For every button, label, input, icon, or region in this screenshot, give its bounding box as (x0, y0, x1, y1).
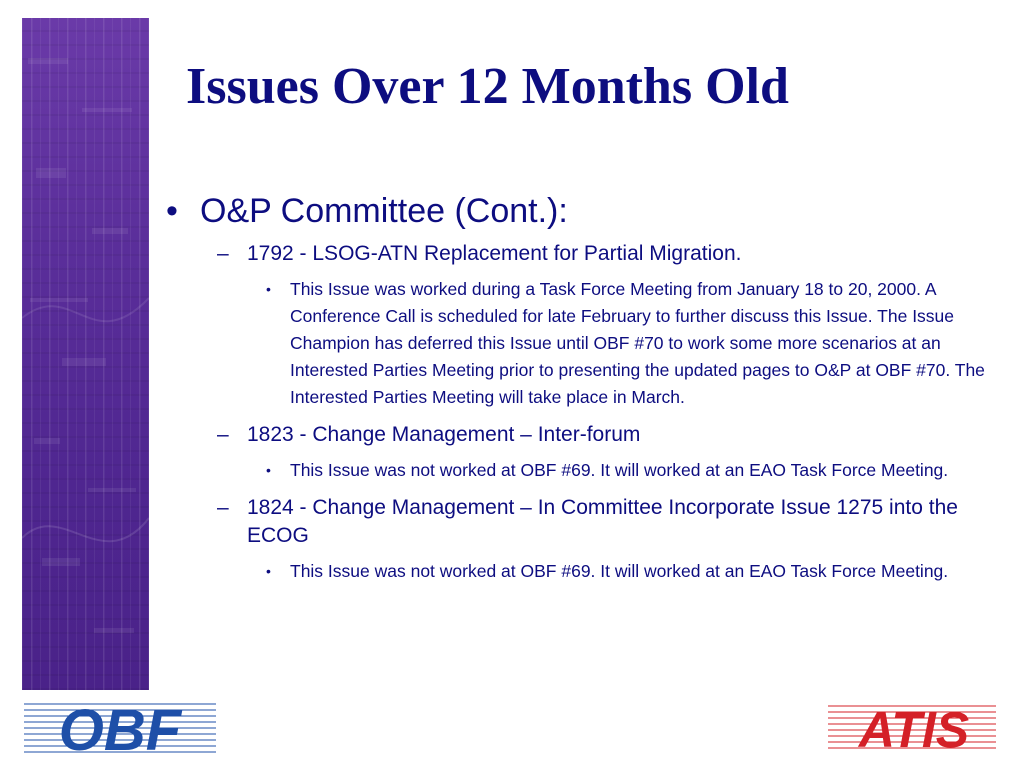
decorative-side-band (22, 18, 149, 690)
dash-icon: – (217, 496, 229, 519)
bullet-dot-icon: • (166, 192, 178, 230)
bullet-dot-icon: • (266, 281, 271, 297)
atis-logo-text: ATIS (858, 702, 970, 752)
issue-item (217, 421, 990, 449)
bullet-dot-icon: • (266, 462, 271, 478)
obf-logo-text: OBF (58, 700, 182, 758)
issue-detail-text: This Issue was not worked at OBF #69. It will worked at an EAO Task Force Meeting. (290, 561, 949, 581)
section-heading: O&P Committee (Cont.): (200, 192, 568, 230)
issue-detail-text: This Issue was worked during a Task Force Meeting from January 18 to 20, 2000. A Conference Call is scheduled for late February to further discuss this Issue. The Issue Champion has deferred this Issue until OBF #70 to work some more scenarios at an Interested Parties Meeting prior to presenting the updated pages to O&P at OBF #70. The Interested Parties Meeting will take place in March. (290, 279, 985, 407)
issue-label: 1792 - LSOG-ATN Replacement for Partial Migration. (247, 242, 742, 265)
issue-detail (266, 558, 990, 585)
slide-title: Issues Over 12 Months Old (186, 58, 789, 115)
dash-icon: – (217, 423, 229, 446)
bullet-level1 (166, 190, 990, 232)
issue-item (217, 240, 990, 268)
issue-label: 1823 - Change Management – Inter-forum (247, 423, 641, 446)
slide-content (160, 190, 990, 585)
side-band-texture (22, 18, 149, 690)
issue-detail-text: This Issue was not worked at OBF #69. It will worked at an EAO Task Force Meeting. (290, 460, 949, 480)
obf-logo (24, 700, 216, 758)
issue-label: 1824 - Change Management – In Committee Incorporate Issue 1275 into the ECOG (247, 496, 958, 547)
atis-logo (828, 702, 996, 752)
bullet-dot-icon: • (266, 563, 271, 579)
issue-item (217, 494, 990, 550)
issue-detail (266, 276, 990, 411)
dash-icon: – (217, 242, 229, 265)
issue-detail (266, 457, 990, 484)
